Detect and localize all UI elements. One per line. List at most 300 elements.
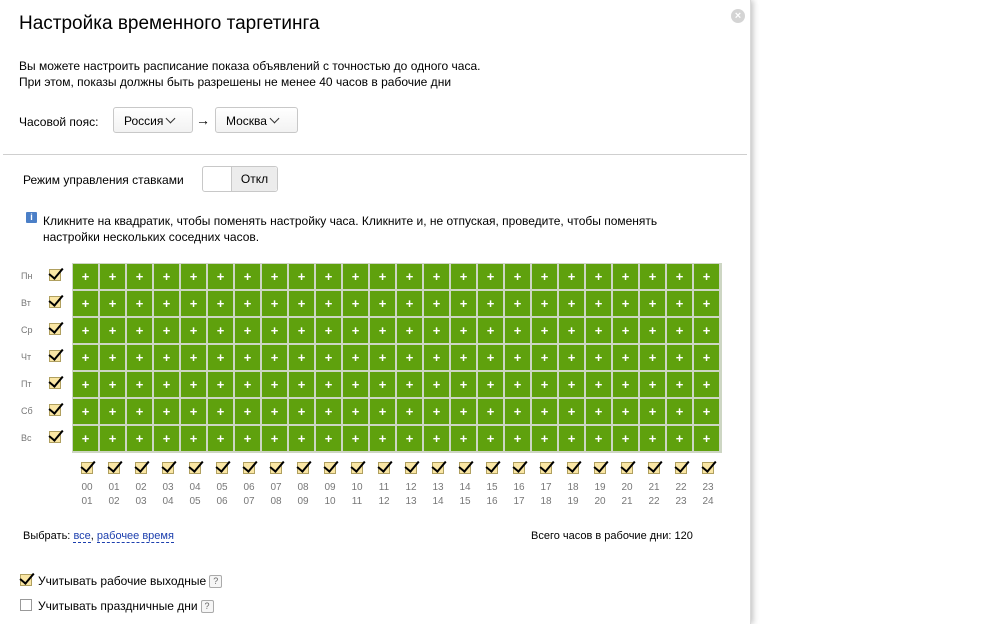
hour-cell[interactable]: + [235,426,260,451]
hour-cell[interactable]: + [397,345,422,370]
hour-cell[interactable]: + [208,345,233,370]
hour-cell[interactable]: + [262,318,287,343]
hour-cell[interactable]: + [694,372,719,397]
hour-from-label: 09 [324,482,336,493]
hour-cell[interactable]: + [154,291,179,316]
hour-checkbox[interactable] [459,462,471,474]
hour-to-label: 18 [540,496,552,507]
hour-cell[interactable]: + [694,399,719,424]
hour-checkbox[interactable] [621,462,633,474]
hour-cell[interactable]: + [559,345,584,370]
hour-cell[interactable]: + [505,399,530,424]
day-label: Ср [21,325,33,335]
hour-from-label: 10 [351,482,363,493]
checkmark-icon [404,457,419,473]
hour-from-label: 19 [594,482,606,493]
hour-cell[interactable]: + [235,399,260,424]
hour-cell[interactable]: + [397,318,422,343]
hour-checkbox[interactable] [405,462,417,474]
hour-checkbox[interactable] [135,462,147,474]
hour-cell[interactable]: + [262,291,287,316]
hour-cell[interactable]: + [262,399,287,424]
section-divider [3,154,747,155]
checkmark-icon [48,264,63,280]
hour-cell[interactable]: + [397,399,422,424]
bid-mode-toggle[interactable] [202,166,278,192]
hour-from-label: 17 [540,482,552,493]
hour-cell[interactable]: + [478,345,503,370]
close-icon[interactable]: × [731,9,745,23]
hour-cell[interactable]: + [586,372,611,397]
hour-checkbox[interactable] [486,462,498,474]
hour-cell[interactable]: + [451,291,476,316]
hour-cell[interactable]: + [478,264,503,289]
hour-cell[interactable]: + [289,399,314,424]
hour-cell[interactable]: + [640,372,665,397]
hour-cell[interactable]: + [559,372,584,397]
hour-cell[interactable]: + [262,372,287,397]
hour-cell[interactable]: + [424,291,449,316]
day-checkbox[interactable] [49,431,61,443]
checkmark-icon [48,399,63,415]
hour-cell[interactable]: + [235,345,260,370]
hour-checkbox[interactable] [648,462,660,474]
hour-from-label: 20 [621,482,633,493]
intro-line-1: Вы можете настроить расписание показа объявлений с точностью до одного часа. [19,59,481,73]
hour-cell[interactable]: + [289,345,314,370]
checkmark-icon [161,457,176,473]
hour-cell[interactable]: + [478,372,503,397]
hour-cell[interactable]: + [370,345,395,370]
checkmark-icon [134,457,149,473]
hour-cell[interactable]: + [73,426,98,451]
hour-from-label: 16 [513,482,525,493]
day-label: Вт [21,298,31,308]
hour-cell[interactable]: + [73,372,98,397]
day-checkbox[interactable] [49,269,61,281]
hint-line-2: настройки нескольких соседних часов. [43,230,260,244]
hour-cell[interactable]: + [343,372,368,397]
hour-cell[interactable]: + [73,318,98,343]
hour-cell[interactable]: + [262,426,287,451]
hour-cell[interactable]: + [667,426,692,451]
hour-from-label: 13 [432,482,444,493]
hour-to-label: 03 [135,496,147,507]
hour-cell[interactable]: + [343,318,368,343]
hour-checkbox[interactable] [432,462,444,474]
checkmark-icon [296,457,311,473]
hour-cell[interactable]: + [100,372,125,397]
holidays-checkbox[interactable] [20,599,32,611]
checkmark-icon [48,372,63,388]
hour-cell[interactable]: + [316,318,341,343]
day-checkbox[interactable] [49,296,61,308]
hour-to-label: 05 [189,496,201,507]
hour-checkbox[interactable] [108,462,120,474]
intro-line-2: При этом, показы должны быть разрешены не менее 40 часов в рабочие дни [19,75,452,89]
hour-cell[interactable]: + [559,291,584,316]
hour-from-label: 04 [189,482,201,493]
day-checkbox[interactable] [49,323,61,335]
hour-checkbox[interactable] [513,462,525,474]
hour-cell[interactable]: + [181,399,206,424]
hour-cell[interactable]: + [235,318,260,343]
hour-cell[interactable]: + [316,372,341,397]
hour-cell[interactable]: + [424,264,449,289]
checkmark-icon [701,457,716,473]
hour-cell[interactable]: + [667,264,692,289]
hour-cell[interactable]: + [235,372,260,397]
hour-cell[interactable]: + [505,345,530,370]
hour-checkbox[interactable] [378,462,390,474]
hour-checkbox[interactable] [216,462,228,474]
country-dropdown[interactable] [113,107,193,133]
hour-cell[interactable]: + [181,345,206,370]
info-icon: i [26,212,37,223]
hour-checkbox[interactable] [81,462,93,474]
hour-from-label: 05 [216,482,228,493]
hour-to-label: 17 [513,496,525,507]
hour-cell[interactable]: + [640,399,665,424]
hour-cell[interactable]: + [370,372,395,397]
hour-cell[interactable]: + [127,399,152,424]
hour-cell[interactable]: + [154,345,179,370]
hour-checkbox[interactable] [243,462,255,474]
hour-cell[interactable]: + [127,318,152,343]
checkmark-icon [48,426,63,442]
hour-cell[interactable]: + [343,291,368,316]
hour-cell[interactable]: + [613,345,638,370]
bid-mode-label: Режим управления ставками [23,173,184,187]
hour-from-label: 15 [486,482,498,493]
hour-cell[interactable]: + [586,426,611,451]
hour-cell[interactable]: + [73,345,98,370]
hour-cell[interactable]: + [613,291,638,316]
hour-cell[interactable]: + [586,399,611,424]
checkmark-icon [80,457,95,473]
hour-cell[interactable]: + [694,291,719,316]
hour-cell[interactable]: + [559,426,584,451]
hour-cell[interactable]: + [640,426,665,451]
day-label: Пт [21,379,32,389]
day-label: Чт [21,352,32,362]
hour-cell[interactable]: + [532,372,557,397]
checkmark-icon [620,457,635,473]
hour-cell[interactable]: + [316,345,341,370]
hour-cell[interactable]: + [73,291,98,316]
hour-cell[interactable]: + [154,426,179,451]
hour-to-label: 07 [243,496,255,507]
hour-cell[interactable]: + [532,426,557,451]
hour-cell[interactable]: + [505,426,530,451]
hour-cell[interactable]: + [424,345,449,370]
hour-cell[interactable]: + [343,399,368,424]
hour-checkbox[interactable] [324,462,336,474]
select-all-link[interactable]: все [73,530,91,542]
hour-cell[interactable]: + [100,264,125,289]
hour-cell[interactable]: + [154,264,179,289]
hour-to-label: 14 [432,496,444,507]
city-value: Москва [226,114,267,128]
hour-cell[interactable]: + [559,399,584,424]
hour-cell[interactable]: + [208,426,233,451]
hour-cell[interactable]: + [586,291,611,316]
hour-cell[interactable]: + [667,345,692,370]
hour-cell[interactable]: + [235,291,260,316]
hour-cell[interactable]: + [181,264,206,289]
hour-cell[interactable]: + [127,426,152,451]
hour-checkbox[interactable] [567,462,579,474]
checkmark-icon [350,457,365,473]
hour-cell[interactable]: + [667,399,692,424]
hint-text [43,213,723,245]
working-weekends-label: Учитывать рабочие выходные [38,574,207,588]
hour-cell[interactable]: + [694,318,719,343]
hour-cell[interactable]: + [451,264,476,289]
checkmark-icon [674,457,689,473]
hour-to-label: 23 [675,496,687,507]
arrow-right-icon: → [196,112,210,128]
hour-cell[interactable]: + [505,291,530,316]
hour-cell[interactable]: + [397,372,422,397]
hour-cell[interactable]: + [289,372,314,397]
checkmark-icon [647,457,662,473]
hour-cell[interactable]: + [613,399,638,424]
hour-cell[interactable]: + [694,264,719,289]
hour-to-label: 19 [567,496,579,507]
hour-cell[interactable]: + [154,318,179,343]
hour-checkbox[interactable] [351,462,363,474]
country-value: Россия [124,114,164,128]
working-weekends-checkbox[interactable] [20,574,32,586]
checkmark-icon [107,457,122,473]
hour-cell[interactable]: + [424,399,449,424]
hour-to-label: 09 [297,496,309,507]
hour-from-label: 06 [243,482,255,493]
hour-cell[interactable]: + [370,426,395,451]
hour-checkbox[interactable] [675,462,687,474]
toggle-state: Откл [232,167,277,191]
hour-to-label: 21 [621,496,633,507]
hour-cell[interactable]: + [667,291,692,316]
hour-to-label: 08 [270,496,282,507]
hour-cell[interactable]: + [316,426,341,451]
hour-cell[interactable]: + [640,345,665,370]
checkmark-icon [431,457,446,473]
checkmark-icon [593,457,608,473]
toggle-knob [203,167,232,191]
select-work-time-link[interactable]: рабочее время [96,530,174,542]
hour-cell[interactable]: + [532,264,557,289]
hour-to-label: 02 [108,496,120,507]
hour-cell[interactable]: + [181,318,206,343]
hour-cell[interactable]: + [451,318,476,343]
checkmark-icon [458,457,473,473]
hour-cell[interactable]: + [397,426,422,451]
hour-to-label: 11 [351,496,363,507]
timezone-label: Часовой пояс: [19,115,99,129]
hour-cell[interactable]: + [640,264,665,289]
hour-cell[interactable]: + [127,372,152,397]
hour-cell[interactable]: + [613,372,638,397]
day-label: Сб [21,406,33,416]
hour-cell[interactable]: + [343,264,368,289]
hour-cell[interactable]: + [100,399,125,424]
hour-to-label: 04 [162,496,174,507]
hour-cell[interactable]: + [289,264,314,289]
hour-cell[interactable]: + [181,291,206,316]
checkmark-icon [19,569,34,585]
hour-cell[interactable]: + [370,318,395,343]
hour-cell[interactable]: + [208,399,233,424]
hour-cell[interactable]: + [289,426,314,451]
checkmark-icon [242,457,257,473]
hour-from-label: 12 [405,482,417,493]
hour-cell[interactable]: + [127,345,152,370]
hour-cell[interactable]: + [667,318,692,343]
hour-cell[interactable]: + [235,264,260,289]
hour-cell[interactable]: + [181,372,206,397]
day-checkbox[interactable] [49,350,61,362]
hour-cell[interactable]: + [586,264,611,289]
hour-to-label: 01 [81,496,93,507]
total-hours: Всего часов в рабочие дни: 120 [531,530,693,542]
hour-cell[interactable]: + [613,426,638,451]
hour-cell[interactable]: + [208,318,233,343]
holidays-label: Учитывать праздничные дни [38,599,198,613]
checkmark-icon [269,457,284,473]
help-icon[interactable]: ? [201,600,214,613]
hour-to-label: 20 [594,496,606,507]
select-label: Выбрать: [23,530,71,542]
hour-checkbox[interactable] [540,462,552,474]
dialog-title: Настройка временного таргетинга [19,13,320,34]
hour-cell[interactable]: + [208,264,233,289]
hour-cell[interactable]: + [667,372,692,397]
hour-cell[interactable]: + [424,372,449,397]
hour-cell[interactable]: + [316,399,341,424]
hour-cell[interactable]: + [262,345,287,370]
hour-cell[interactable]: + [154,399,179,424]
hour-cell[interactable]: + [505,372,530,397]
hour-cell[interactable]: + [424,426,449,451]
working-weekends-option [38,574,222,588]
hour-cell[interactable]: + [262,264,287,289]
checkmark-icon [539,457,554,473]
hour-cell[interactable]: + [694,426,719,451]
hour-checkbox[interactable] [189,462,201,474]
hour-cell[interactable]: + [478,426,503,451]
hour-cell[interactable]: + [505,318,530,343]
hour-cell[interactable]: + [451,372,476,397]
hour-cell[interactable]: + [586,345,611,370]
hour-cell[interactable]: + [613,264,638,289]
hour-cell[interactable]: + [181,426,206,451]
hour-cell[interactable]: + [478,318,503,343]
hour-from-label: 03 [162,482,174,493]
hour-cell[interactable]: + [343,345,368,370]
hour-cell[interactable]: + [613,318,638,343]
hour-cell[interactable]: + [451,426,476,451]
hour-cell[interactable]: + [532,291,557,316]
hour-checkbox[interactable] [162,462,174,474]
hour-cell[interactable]: + [694,345,719,370]
hour-cell[interactable]: + [289,318,314,343]
hour-cell[interactable]: + [100,345,125,370]
hour-cell[interactable]: + [559,264,584,289]
hour-to-label: 13 [405,496,417,507]
hour-to-label: 12 [378,496,390,507]
hour-cell[interactable]: + [370,399,395,424]
hour-checkbox[interactable] [594,462,606,474]
hour-cell[interactable]: + [451,345,476,370]
checkmark-icon [48,345,63,361]
checkmark-icon [323,457,338,473]
hour-cell[interactable]: + [397,291,422,316]
hour-from-label: 21 [648,482,660,493]
hour-cell[interactable]: + [451,399,476,424]
hour-cell[interactable]: + [100,291,125,316]
hour-cell[interactable]: + [289,291,314,316]
hour-cell[interactable]: + [73,399,98,424]
hour-cell[interactable]: + [505,264,530,289]
hour-cell[interactable]: + [127,264,152,289]
hour-cell[interactable]: + [424,318,449,343]
hour-cell[interactable]: + [559,318,584,343]
hour-cell[interactable]: + [370,291,395,316]
hour-checkbox[interactable] [270,462,282,474]
hour-cell[interactable]: + [532,345,557,370]
hour-from-label: 08 [297,482,309,493]
hour-cell[interactable]: + [640,318,665,343]
help-icon[interactable]: ? [209,575,222,588]
hour-from-label: 22 [675,482,687,493]
day-checkbox[interactable] [49,404,61,416]
hour-cell[interactable]: + [316,291,341,316]
checkmark-icon [512,457,527,473]
hour-cell[interactable]: + [586,318,611,343]
hour-checkbox[interactable] [702,462,714,474]
hour-cell[interactable]: + [100,318,125,343]
hour-cell[interactable]: + [127,291,152,316]
hour-cell[interactable]: + [640,291,665,316]
checkmark-icon [48,291,63,307]
hint-line-1: Кликните на квадратик, чтобы поменять настройку часа. Кликните и, не отпуская, проведите, чтобы поменять [43,214,658,228]
day-checkbox[interactable] [49,377,61,389]
hour-from-label: 00 [81,482,93,493]
hour-cell[interactable]: + [478,291,503,316]
city-dropdown[interactable] [215,107,298,133]
hour-checkbox[interactable] [297,462,309,474]
hour-cell[interactable]: + [478,399,503,424]
hour-from-label: 02 [135,482,147,493]
hour-cell[interactable]: + [316,264,341,289]
hour-cell[interactable]: + [208,291,233,316]
hour-cell[interactable]: + [343,426,368,451]
hour-cell[interactable]: + [370,264,395,289]
hour-cell[interactable]: + [532,399,557,424]
hour-cell[interactable]: + [397,264,422,289]
hour-cell[interactable]: + [154,372,179,397]
hour-to-label: 22 [648,496,660,507]
hour-cell[interactable]: + [532,318,557,343]
hour-to-label: 24 [702,496,714,507]
hour-cell[interactable]: + [100,426,125,451]
hour-from-label: 14 [459,482,471,493]
hour-cell[interactable]: + [73,264,98,289]
hour-cell[interactable]: + [208,372,233,397]
day-label: Пн [21,271,33,281]
